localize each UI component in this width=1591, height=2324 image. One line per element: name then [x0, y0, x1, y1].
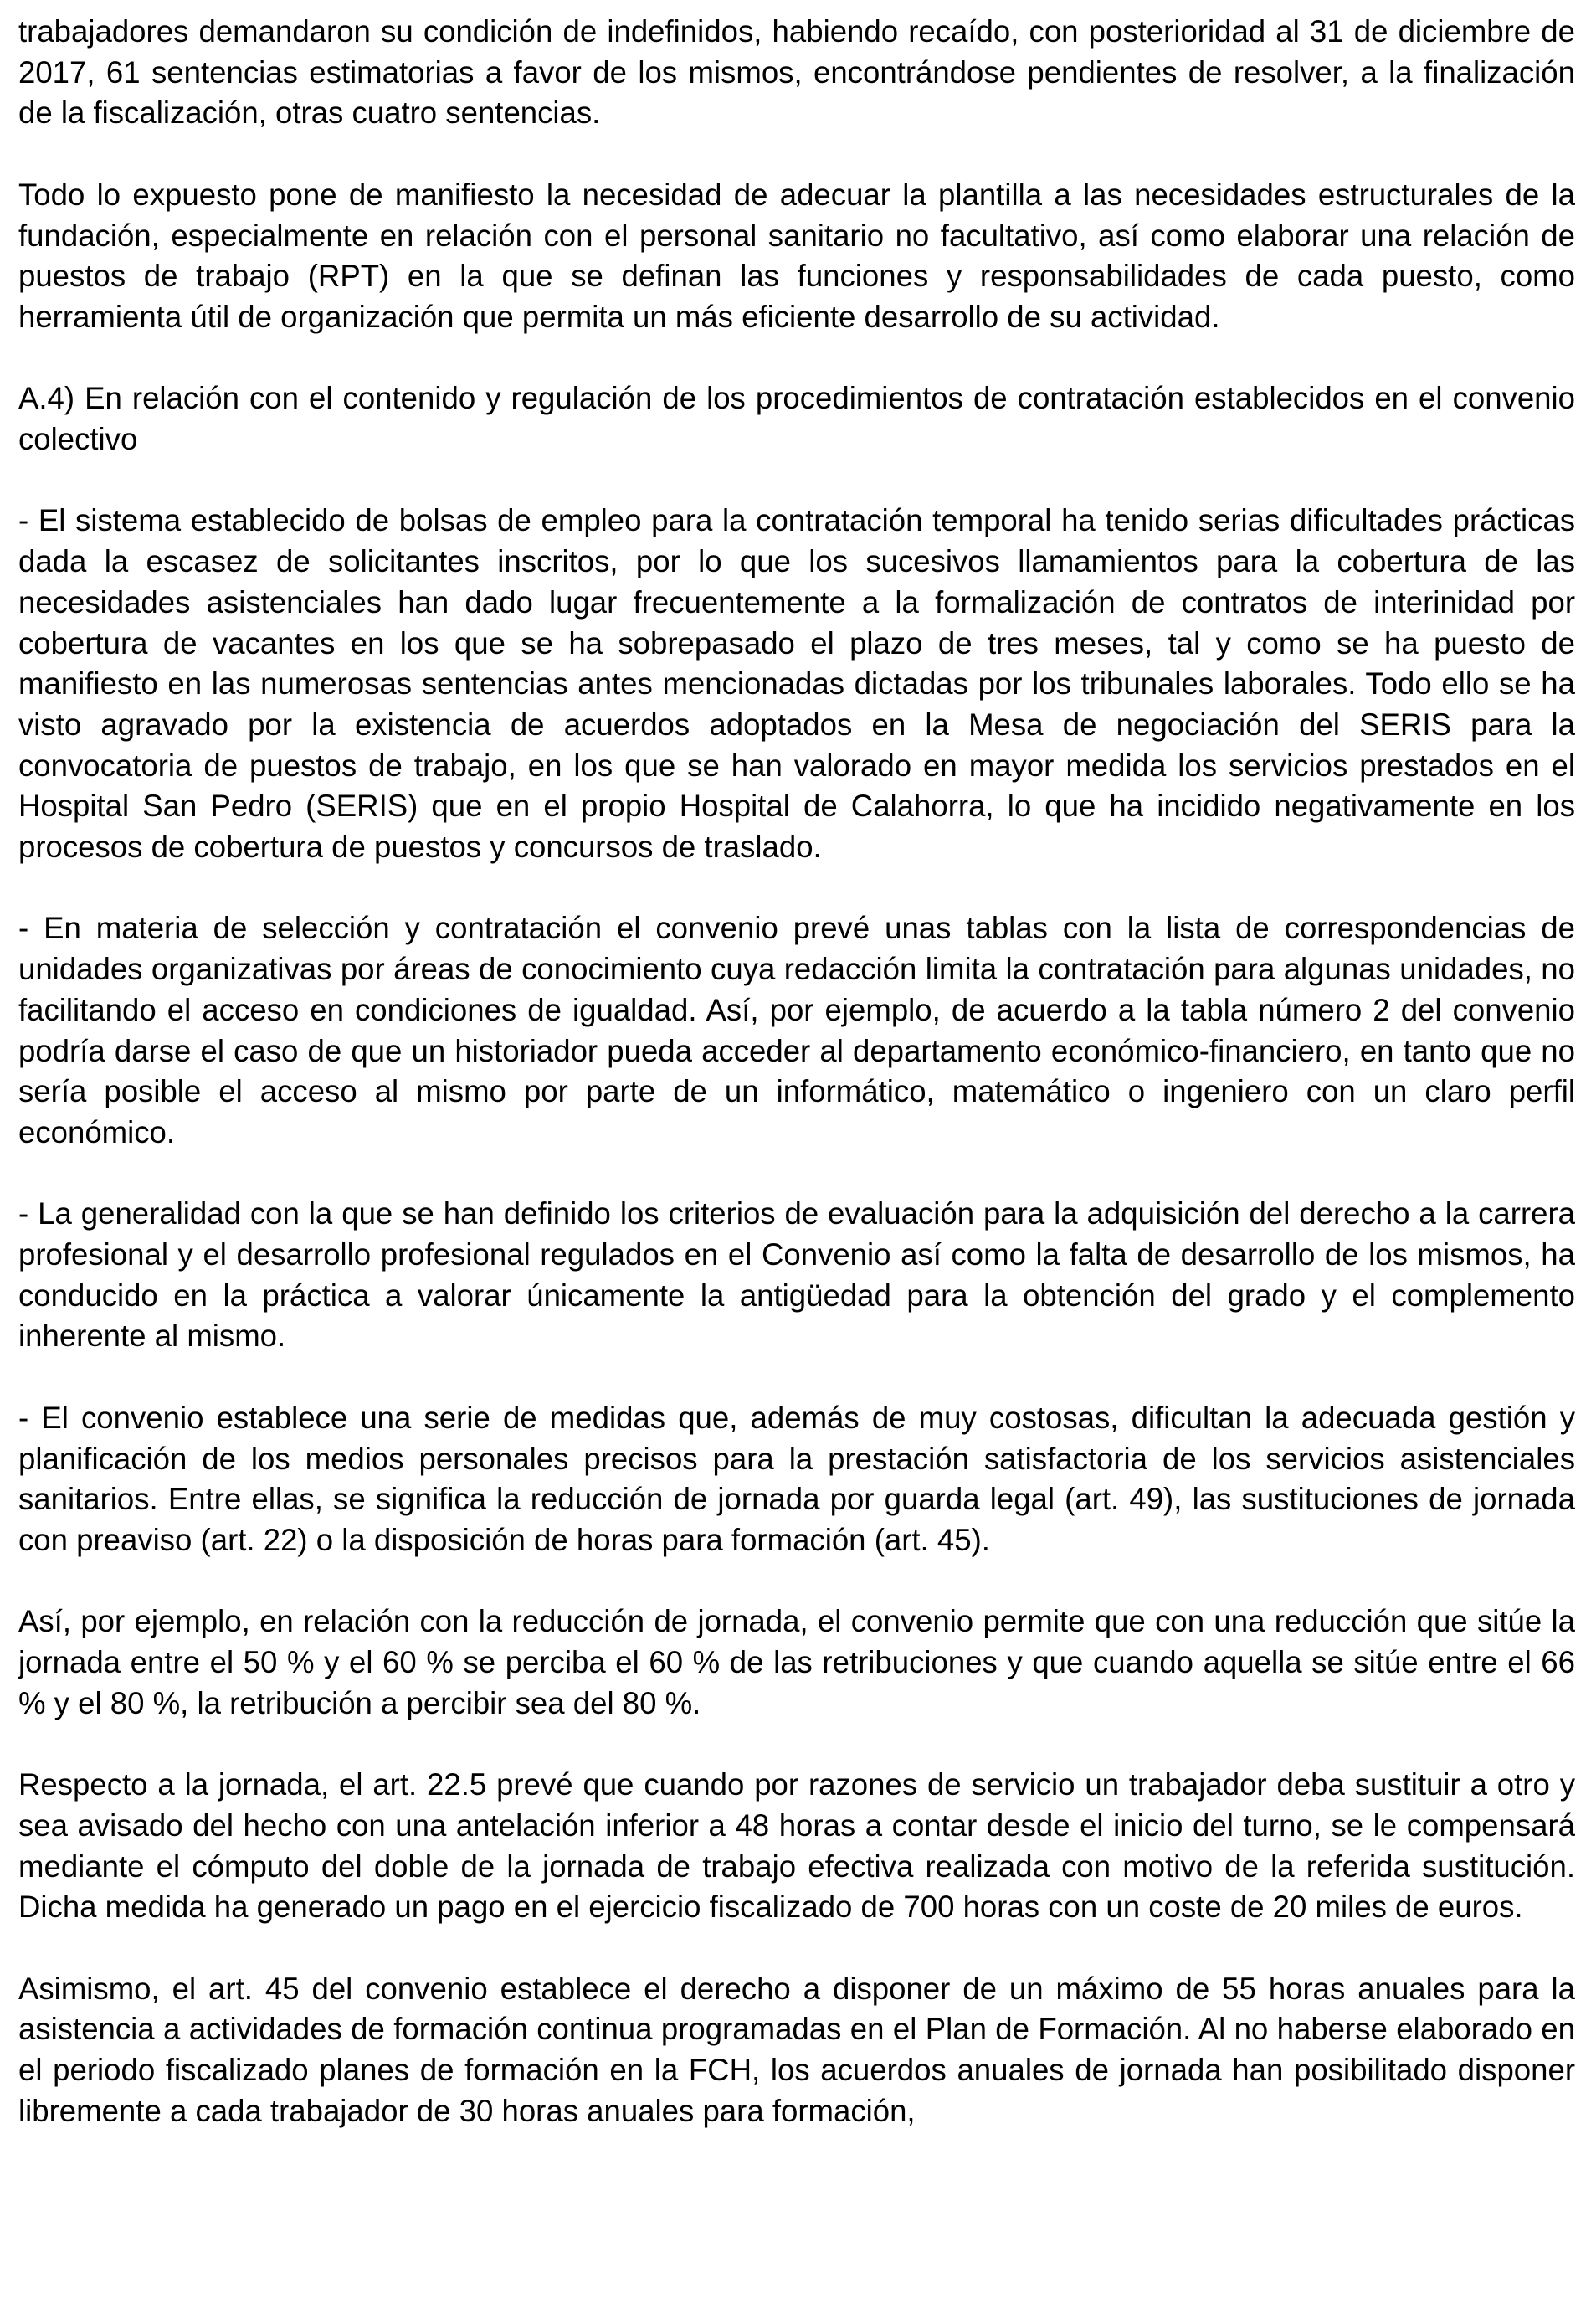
- paragraph-horas-formacion: Asimismo, el art. 45 del convenio establece el derecho a disponer de un máximo de 55 horas anuales para la asistencia a actividades de formación continua programadas en el Plan de Formación. Al no haberse elaborado en el periodo fiscalizado planes de formación en la FCH, los acuerdos anuales de jornada han posibilitado disponer libremente a cada trabajador de 30 horas anuales para formación,: [18, 1971, 1575, 2128]
- paragraph-sustitucion-jornada: Respecto a la jornada, el art. 22.5 prevé que cuando por razones de servicio un trabajador deba sustituir a otro y sea avisado del hecho con una antelación inferior a 48 horas a contar desde el inicio del turno, se le compensará mediante el cómputo del doble de la jornada de trabajo efectiva realizada con motivo de la referida sustitución. Dicha medida ha generado un pago en el ejercicio fiscalizado de 700 horas con un coste de 20 miles de euros.: [18, 1767, 1575, 1925]
- paragraph-carrera-profesional: - La generalidad con la que se han definido los criterios de evaluación para la adquisición del derecho a la carrera profesional y el desarrollo profesional regulados en el Convenio así como la falta de desarrollo de los mismos, ha conducido en la práctica a valorar únicamente la antigüedad para la obtención del grado y el complemento inherente al mismo.: [18, 1196, 1575, 1354]
- document-page: [18, 12, 1575, 2131]
- paragraph-plantilla-rpt: Todo lo expuesto pone de manifiesto la necesidad de adecuar la plantilla a las necesidades estructurales de la fundación, especialmente en relación con el personal sanitario no facultativo, así como elaborar una relación de puestos de trabajo (RPT) en la que se definan las funciones y responsabilidades de cada puesto, como herramienta útil de organización que permita un más eficiente desarrollo de su actividad.: [18, 177, 1575, 334]
- paragraph-bolsas-empleo: - El sistema establecido de bolsas de empleo para la contratación temporal ha tenido serias dificultades prácticas dada la escasez de solicitantes inscritos, por lo que los sucesivos llamamientos para la cobertura de las necesidades asistenciales han dado lugar frecuentemente a la formalización de contratos de interinidad por cobertura de vacantes en los que se ha sobrepasado el plazo de tres meses, tal y como se ha puesto de manifiesto en las numerosas sentencias antes mencionadas dictadas por los tribunales laborales. Todo ello se ha visto agravado por la existencia de acuerdos adoptados en la Mesa de negociación del SERIS para la convocatoria de puestos de trabajo, en los que se han valorado en mayor medida los servicios prestados en el Hospital San Pedro (SERIS) que en el propio Hospital de Calahorra, lo que ha incidido negativamente en los procesos de cobertura de puestos y concursos de traslado.: [18, 503, 1575, 865]
- paragraph-sentencias: trabajadores demandaron su condición de indefinidos, habiendo recaído, con posterioridad al 31 de diciembre de 2017, 61 sentencias estimatorias a favor de los mismos, encontrándose pendientes de resolver, a la finalización de la fiscalización, otras cuatro sentencias.: [18, 14, 1575, 131]
- paragraph-medidas-costosas: - El convenio establece una serie de medidas que, además de muy costosas, dificultan la adecuada gestión y planificación de los medios personales precisos para la prestación satisfactoria de los servicios asistenciales sanitarios. Entre ellas, se significa la reducción de jornada por guarda legal (art. 49), las sustituciones de jornada con preaviso (art. 22) o la disposición de horas para formación (art. 45).: [18, 1400, 1575, 1557]
- paragraph-reduccion-jornada: Así, por ejemplo, en relación con la reducción de jornada, el convenio permite que con una reducción que sitúe la jornada entre el 50 % y el 60 % se perciba el 60 % de las retribuciones y que cuando aquella se sitúe entre el 66 % y el 80 %, la retribución a percibir sea del 80 %.: [18, 1604, 1575, 1720]
- section-heading-a4: A.4) En relación con el contenido y regulación de los procedimientos de contratación establecidos en el convenio colectivo: [18, 381, 1575, 456]
- paragraph-seleccion-contratacion: - En materia de selección y contratación el convenio prevé unas tablas con la lista de correspondencias de unidades organizativas por áreas de conocimiento cuya redacción limita la contratación para algunas unidades, no facilitando el acceso en condiciones de igualdad. Así, por ejemplo, de acuerdo a la tabla número 2 del convenio podría darse el caso de que un historiador pueda acceder al departamento económico-financiero, en tanto que no sería posible el acceso al mismo por parte de un informático, matemático o ingeniero con un claro perfil económico.: [18, 911, 1575, 1149]
